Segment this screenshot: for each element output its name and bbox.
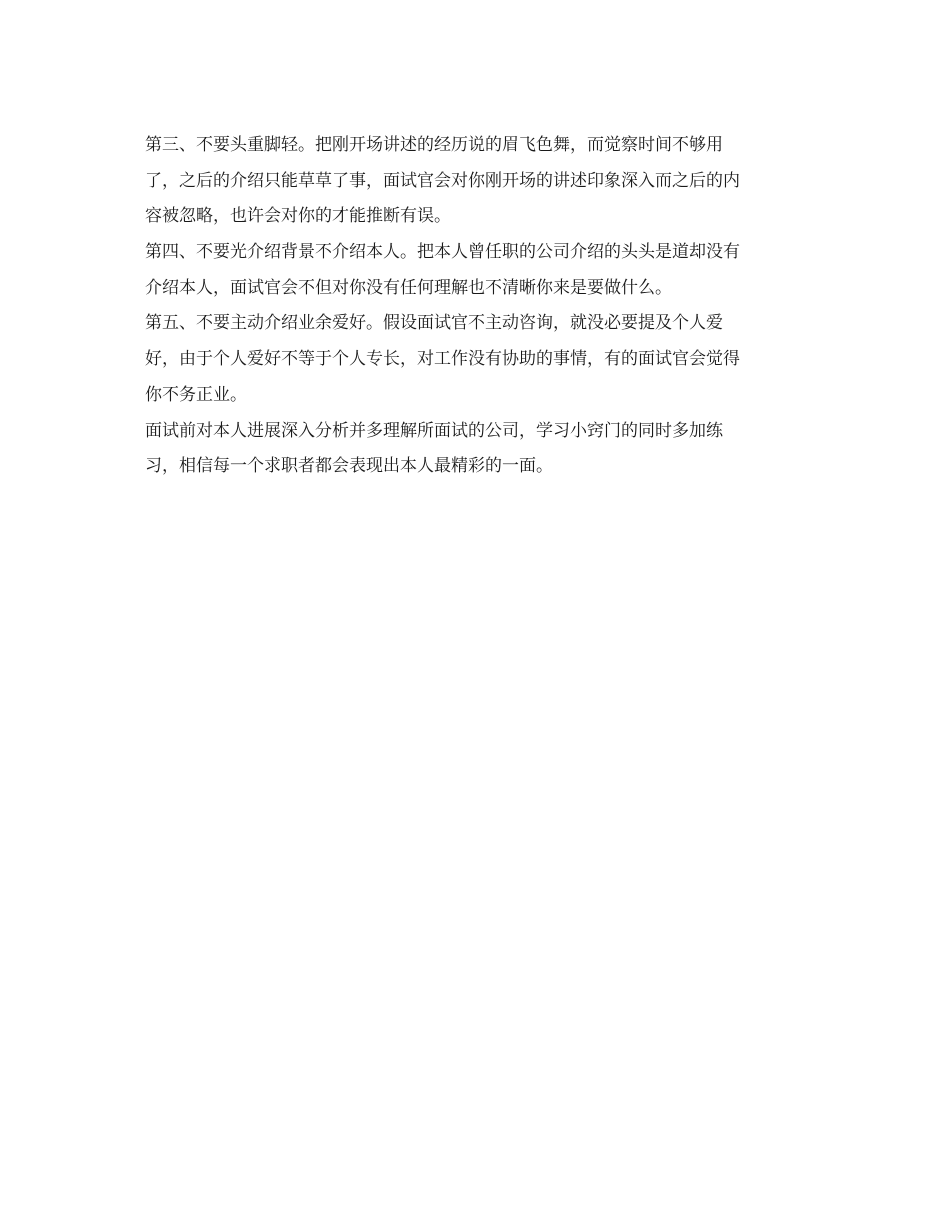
paragraph-fourth-point — [145, 235, 805, 306]
paragraph-third-point — [145, 128, 805, 235]
text-line: 习，相信每一个求职者都会表现出本人最精彩的一面。 — [145, 456, 553, 477]
text-line: 了，之后的介绍只能草草了事，面试官会对你刚开场的讲述印象深入而之后的内 — [145, 170, 740, 191]
text-line: 第五、不要主动介绍业余爱好。假设面试官不主动咨询，就没必要提及个人爱 — [145, 313, 723, 334]
text-line: 第三、不要头重脚轻。把刚开场讲述的经历说的眉飞色舞，而觉察时间不够用 — [145, 135, 723, 155]
text-line: 你不务正业。 — [145, 384, 247, 405]
text-line: 第四、不要光介绍背景不介绍本人。把本人曾任职的公司介绍的头头是道却没有 — [145, 242, 740, 263]
paragraph-conclusion — [145, 414, 805, 485]
text-line: 好，由于个人爱好不等于个人专长，对工作没有协助的事情，有的面试官会觉得 — [145, 349, 740, 370]
text-line: 面试前对本人进展深入分析并多理解所面试的公司，学习小窍门的同时多加练 — [145, 420, 723, 441]
text-line: 容被忽略，也许会对你的才能推断有误。 — [145, 206, 451, 227]
document-body — [145, 128, 805, 485]
paragraph-fifth-point — [145, 306, 805, 413]
text-line: 介绍本人，面试官会不但对你没有任何理解也不清晰你来是要做什么。 — [145, 277, 672, 298]
